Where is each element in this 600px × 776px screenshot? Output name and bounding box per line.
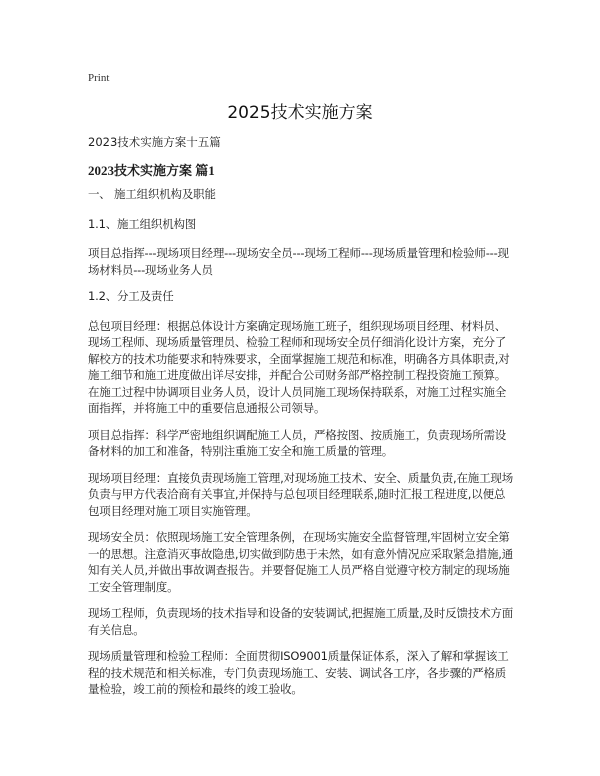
document-subtitle: 2023技术实施方案十五篇	[88, 135, 221, 149]
paragraph-quality-engineer: 现场质量管理和检验工程师：全面贯彻ISO9001质量保证体系，深入了解和掌握该工程的技术规范和相关标准，专门负责现场施工、安装、调试各工序，各步骤的严格质量检验，竣工前的预检和最终的竣工验收。	[88, 649, 509, 696]
heading-org-chart: 1.1、施工组织机构图	[88, 216, 197, 231]
heading-division-of-duties: 1.2、分工及责任	[88, 289, 174, 303]
document-body	[88, 186, 514, 708]
org-chart-paragraph: 项目总指挥---现场项目经理---现场安全员---现场工程师---现场质量管理和检验师---现场材料员---现场业务人员	[88, 246, 509, 277]
section-title: 2023技术实施方案 篇1	[88, 163, 215, 178]
heading-org-structure: 一、 施工组织机构及职能	[88, 187, 216, 201]
paragraph-site-manager: 现场项目经理：直接负责现场施工管理,对现场施工技术、安全、质量负责,在施工现场负责与甲方代表洽商有关事宜,并保持与总包项目经理联系,随时汇报工程进度,以便总包项目经理对施工项目实施管理。	[88, 470, 514, 518]
paragraph-safety-officer: 现场安全员：依照现场施工安全管理条例，在现场实施安全监督管理,牢固树立安全第一的思想。注意消灭事故隐患,切实做到防患于未然，如有意外情况应采取紧急措施,通知有关人员,并做出事故调查报告。并要督促施工人员严格自觉遵守校方制定的现场施工安全管理制度。	[88, 530, 514, 594]
paragraph-general-manager: 总包项目经理：根据总体设计方案确定现场施工班子，组织现场项目经理、材料员、现场工程师、现场质量管理员、检验工程师和现场安全员仔细消化设计方案，充分了解校方的技术功能要求和特殊要求，全面掌握施工规范和标准，明确各方具体职责,对施工细节和施工进度做出详尽安排，并配合公司财务部严格控制工程投资施工预算。在施工过程中协调项目业务人员，设计人员同施工现场保持联系，对施工过程实施全面指挥，并将施工中的重要信息通报公司领导。	[88, 318, 510, 415]
document-title: 2025技术实施方案	[227, 103, 373, 123]
paragraph-project-director: 项目总指挥：科学严密地组织调配施工人员，严格按图、按质施工，负责现场所需设备材料的加工和准备，特别注重施工安全和施工质量的管理。	[88, 427, 507, 458]
print-link[interactable]: Print	[88, 72, 110, 84]
paragraph-site-engineer: 现场工程师，负责现场的技术指导和设备的安装调试,把握施工质量,及时反馈技术方面有关信息。	[88, 606, 514, 637]
